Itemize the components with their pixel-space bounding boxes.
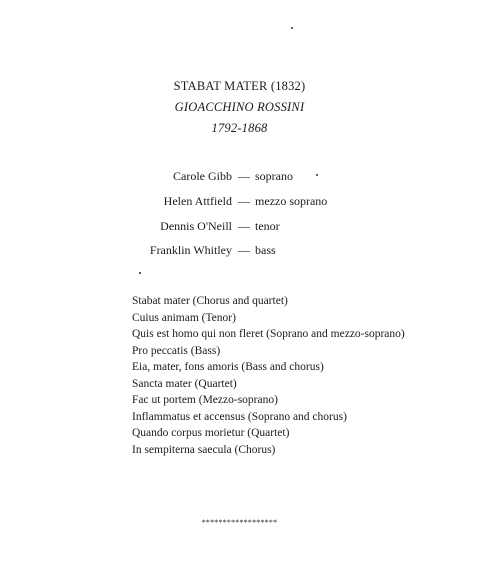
work-title: STABAT MATER (1832)	[173, 79, 306, 93]
movement-item: Quando corpus morietur (Quartet)	[132, 427, 290, 439]
performer-name: Helen Attfield	[163, 194, 232, 208]
scan-speck	[139, 272, 141, 274]
composer-name: GIOACCHINO ROSSINI	[174, 100, 305, 114]
movement-list	[132, 293, 405, 458]
performer-row	[0, 194, 479, 210]
movement-item: Stabat mater (Chorus and quartet)	[132, 295, 288, 307]
performer-row	[0, 169, 479, 185]
movement-item: Eia, mater, fons amoris (Bass and chorus)	[132, 361, 324, 373]
movement-item: Fac ut portem (Mezzo-soprano)	[132, 394, 278, 406]
ornamental-divider: ******************	[201, 518, 278, 527]
performer-row	[0, 219, 479, 235]
movement-item: Pro peccatis (Bass)	[132, 344, 221, 357]
composer-dates: 1792-1868	[211, 121, 268, 135]
movement-item: Quis est homo qui non fleret (Soprano and mezzo-soprano)	[132, 328, 405, 340]
performer-role: tenor	[255, 219, 280, 233]
performer-role: mezzo soprano	[255, 194, 328, 208]
scan-speck	[316, 174, 318, 176]
performer-role: bass	[255, 243, 276, 257]
movement-item: Sancta mater (Quartet)	[132, 377, 237, 390]
performer-name: Dennis O'Neill	[160, 219, 232, 233]
performer-name: Carole Gibb	[173, 169, 232, 183]
performer-dash: —	[238, 169, 250, 183]
movement-item: In sempiterna saecula (Chorus)	[132, 443, 276, 456]
performer-dash: —	[238, 243, 250, 257]
performer-name: Franklin Whitley	[149, 243, 232, 257]
scan-speck	[291, 27, 293, 29]
performer-dash: —	[238, 194, 250, 208]
movement-item: Cuius animam (Tenor)	[132, 311, 236, 324]
movement-item: Inflammatus et accensus (Soprano and chorus)	[132, 410, 347, 423]
performer-dash: —	[238, 219, 250, 233]
performer-row	[0, 243, 479, 259]
performer-role: soprano	[255, 169, 293, 183]
